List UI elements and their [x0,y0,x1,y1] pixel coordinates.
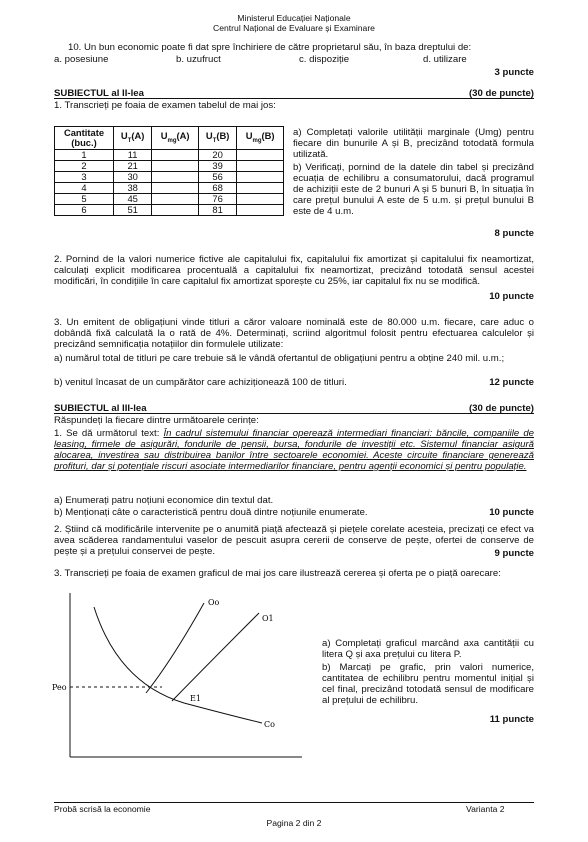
s2-q1-b: b) Verificați, pornind de la datele din tabel și precizând ecuația de echilibru a consumatorului, dacă programul de achiziții este de 2 bunuri A și 5 bunuri B, în situația în care prețul bunului A este de 5 u.m. și prețul bunului B este de 4 u.m. [293,162,534,217]
table-cell: 6 [55,205,114,216]
demand-curve-c0 [94,607,262,723]
table-cell [152,183,199,194]
table-cell [152,194,199,205]
table-header-quantity-text: Cantitate (buc.) [63,127,105,148]
table-cell: 2 [55,161,114,172]
table-cell: 45 [114,194,152,205]
s3-q2-points: 9 puncte [494,548,534,559]
ministry-title: Ministerul Educației Naționale [237,13,351,23]
q10-points: 3 puncte [494,67,534,78]
section2-points: (30 de puncte) [468,88,534,99]
table-cell: 38 [114,183,152,194]
q10-option-a: a. posesiune [54,54,109,65]
s3-q3-text: 3. Transcrieți pe foaia de examen graficul de mai jos care ilustrează cererea și oferta pe o piață oarecare: [54,568,501,579]
s2-q3-a: a) numărul total de titluri pe care trebuie să le vândă ofertantul de obligațiuni pentru a obține 240 mil. u.m.; [54,353,505,364]
s3-intro: Răspundeți la fiecare dintre următoarele cerințe: [54,415,259,426]
table-cell: 68 [198,183,236,194]
s2-q3-text: 3. Un emitent de obligațiuni vinde titluri a căror valoare nominală este de 80.000 u.m. fiecare, care aduc o dobândă fixă calculată la o rată de 4%. Determinați, scriind algoritmul folosit pentru efectuarea calculelor și precizând semnificația notațiilor din formulele utilizate: [54,317,534,350]
footer-page: Pagina 2 din 2 [266,818,322,828]
s3-q1-points: 10 puncte [489,507,534,518]
label-o0: Oo [208,598,220,607]
table-header-quantity [55,127,114,150]
table-cell: 56 [198,172,236,183]
s2-q1-a: a) Completați valorile utilității marginale (Umg) pentru fiecare din bunurile A și B, precizând totodată formula utilizată. [293,127,534,160]
table-cell: 1 [55,150,114,161]
footer-left: Probă scrisă la economie [54,804,151,814]
table-cell: 5 [55,194,114,205]
table-cell [237,183,284,194]
table-cell: 4 [55,183,114,194]
table-cell [152,161,199,172]
table-cell [152,205,199,216]
s3-q3-a: a) Completați graficul marcând axa cantității cu litera Q și axa prețului cu litera P. [322,638,534,660]
table-cell: 30 [114,172,152,183]
s2-q3-b: b) venitul încasat de un cumpărător care achiziționează 100 de titluri. [54,377,347,388]
table-cell [152,172,199,183]
table-header-utb: $U_T(B)$ [198,127,236,150]
s3-q3-b: b) Marcați pe grafic, prin valori numerice, cantitatea de echilibru pentru momentul inițial și cel final, precizând totodată sensul de modificare al prețului de echilibru. [322,662,534,706]
s2-q2-points: 10 puncte [489,291,534,302]
table-cell [237,205,284,216]
table-cell [152,150,199,161]
section2-underline [54,98,534,99]
label-o1: O1 [262,614,274,623]
table-cell [237,194,284,205]
s3-q2-text: 2. Știind că modificările intervenite pe o anumită piață afectează și piețele corelate acesteia, precizați ce efect va avea scăderea randamentului vaselor de pescuit asupra cererii de conserve de pește, ofertei de conserve de pește și a prețului conservei de pește. [54,524,534,557]
utility-table [54,126,284,216]
q10-text: 10. Un bun economic poate fi dat spre închiriere de către proprietarul său, în baza dreptului de: [68,42,472,53]
table-cell: 21 [114,161,152,172]
label-peo: Peo [52,683,67,692]
table-cell: 11 [114,150,152,161]
s2-q2-text: 2. Pornind de la valori numerice fictive ale capitalului fix, capitalului fix amortizat și capitalului fix neamortizat, calculați explicit modificarea procentuală a capitalului fix neamortizat, precizând totodată sensul acestei modificări, în condițiile în care capitalul fix amortizat sporește cu 25%, iar capitalul fix nu se modifică. [54,254,534,287]
s3-q1-text [54,428,534,472]
table-header-umgb: $U_{mg}(B)$ [237,127,284,150]
table-cell: 51 [114,205,152,216]
table-row [55,150,284,161]
table-cell: 81 [198,205,236,216]
q10-option-c: c. dispoziție [299,54,350,65]
table-header-umga: $U_{mg}(A)$ [152,127,199,150]
section3-underline [54,413,534,414]
supply-curve-o1 [172,613,259,701]
s3-q3-points: 11 puncte [489,714,534,725]
table-cell: 20 [198,150,236,161]
s2-q3-points: 12 puncte [489,377,534,388]
table-cell: 3 [55,172,114,183]
s3-q1-lead: 1. Se dă următorul text: [54,428,164,439]
s3-q1-a: a) Enumerați patru noțiuni economice din textul dat. [54,495,274,506]
table-cell: 39 [198,161,236,172]
s3-q1-b: b) Menționați câte o caracteristică pentru două dintre noțiunile enumerate. [54,507,368,518]
label-c0: Co [264,720,275,729]
section2-title-text: SUBIECTUL al II-lea [54,88,144,99]
s2-q1-text: 1. Transcrieți pe foaia de examen tabelul de mai jos: [54,100,276,111]
center-title: Centrul Național de Evaluare și Examinare [213,23,375,33]
label-e1: E1 [190,694,201,703]
table-cell [237,161,284,172]
section3-points: (30 de puncte) [468,403,534,414]
table-cell: 76 [198,194,236,205]
s2-q1-points: 8 puncte [494,228,534,239]
table-cell [237,172,284,183]
table-header-row [55,127,284,150]
q10-option-b: b. uzufruct [176,54,221,65]
table-row [55,205,284,216]
s3-q1-quote: În cadrul sistemului financiar operează intermediari financiari: băncile, companiile de leasing, firmele de asigurări, fondurile de pensii, bursa, fondurile de investiții etc. Sistemul financiar asigură alocarea, investirea sau distribuirea banilor între sectoarele economiei. Aceste circuite financiare generează profituri, dar și potențiale riscuri asociate intermediarilor financiare, pentru agenții economici și pentru populație. [54,428,534,472]
supply-demand-graph [54,585,304,765]
supply-curve-o0 [146,603,204,693]
section3-title-text: SUBIECTUL al III-lea [54,403,147,414]
footer-divider [54,802,534,803]
table-row [55,194,284,205]
table-header-uta: $U_T(A)$ [114,127,152,150]
table-row [55,183,284,194]
table-row [55,161,284,172]
table-cell [237,150,284,161]
q10-option-d: d. utilizare [423,54,467,65]
table-row [55,172,284,183]
footer-right: Varianta 2 [466,804,505,814]
